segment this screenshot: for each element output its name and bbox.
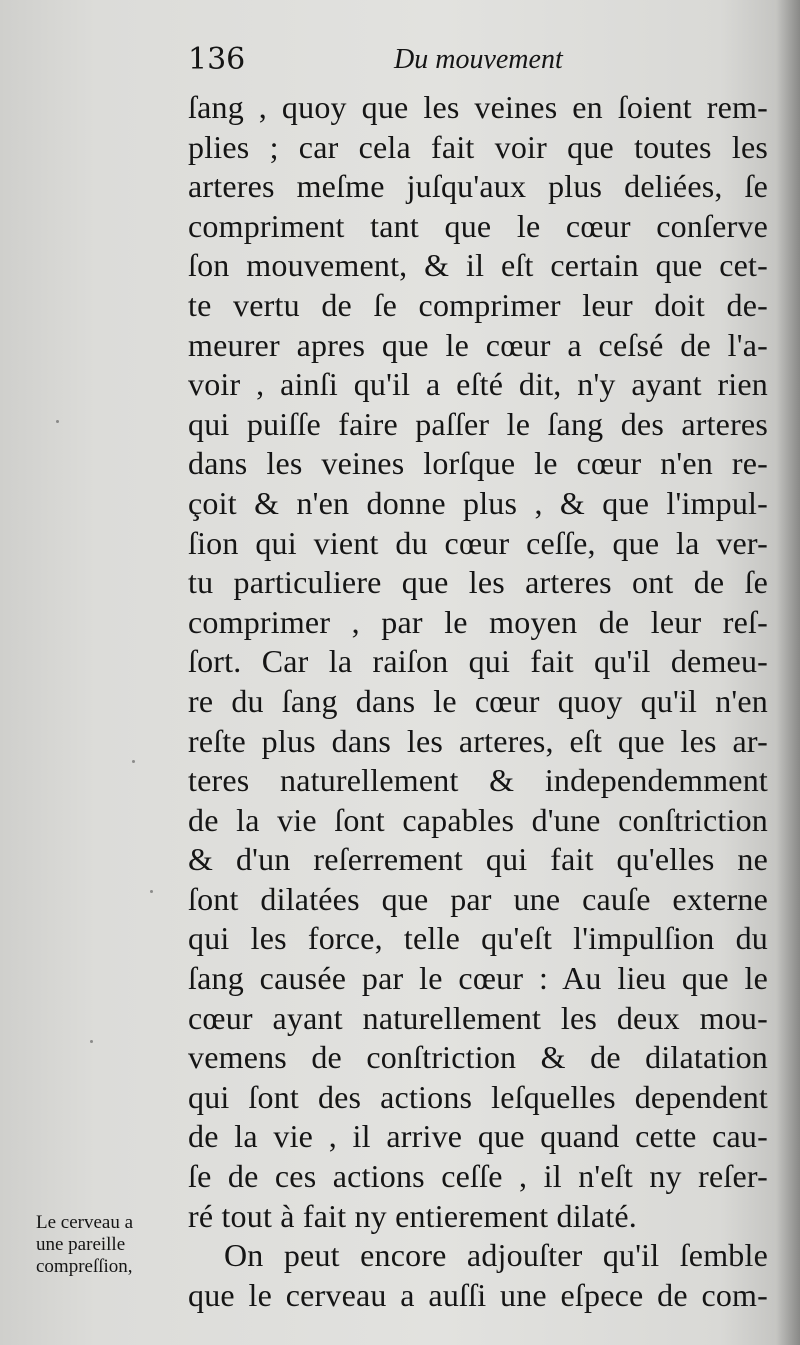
text-line: On peut encore adjouſter qu'il ſemble xyxy=(224,1237,768,1274)
text-line: çoit & n'en donne plus , & que l'impul- xyxy=(188,484,768,521)
text-line: cœur ayant naturellement les deux mou- xyxy=(188,999,768,1036)
paper-speck xyxy=(56,420,59,423)
text-line: comprimer , par le moyen de leur reſ- xyxy=(188,603,768,640)
text-line: de la vie , il arrive que quand cette cau- xyxy=(188,1118,768,1155)
text-line: vemens de conſtriction & de dilatation xyxy=(188,1039,768,1076)
text-line: ſont dilatées que par une cauſe externe xyxy=(188,880,768,917)
margin-note-line: compreſſion, xyxy=(36,1256,133,1277)
text-line: ſon mouvement, & il eſt certain que cet- xyxy=(188,247,768,284)
text-line: plies ; car cela fait voir que toutes les xyxy=(188,128,768,165)
text-line: ſe de ces actions ceſſe , il n'eſt ny reſer- xyxy=(188,1158,768,1195)
text-line: ſort. Car la raiſon qui fait qu'il demeu- xyxy=(188,643,768,680)
text-line: reſte plus dans les arteres, eſt que les ar- xyxy=(188,722,768,759)
text-line: ré tout à fait ny entierement dilaté. xyxy=(188,1197,637,1234)
margin-note xyxy=(36,1212,186,1278)
paper-speck xyxy=(90,1040,93,1043)
running-title: Du mouvement xyxy=(394,44,563,75)
margin-note-line: Le cerveau a xyxy=(36,1212,134,1233)
text-line: de la vie ſont capables d'une conſtriction xyxy=(188,801,768,838)
text-line: qui ſont des actions leſquelles dependent xyxy=(188,1078,768,1115)
paper-speck xyxy=(132,760,135,763)
text-line: te vertu de ſe comprimer leur doit de- xyxy=(188,286,768,323)
text-line: meurer apres que le cœur a ceſsé de l'a- xyxy=(188,326,768,363)
text-line: qui puiſſe faire paſſer le ſang des arteres xyxy=(188,405,768,442)
text-line: re du ſang dans le cœur quoy qu'il n'en xyxy=(188,682,768,719)
text-line: compriment tant que le cœur conſerve xyxy=(188,207,768,244)
text-line: & d'un reſerrement qui fait qu'elles ne xyxy=(188,841,768,878)
page-number: 136 xyxy=(188,42,246,77)
text-line: dans les veines lorſque le cœur n'en re- xyxy=(188,445,768,482)
margin-note-line: une pareille xyxy=(36,1234,126,1255)
text-line: tu particuliere que les arteres ont de ſe xyxy=(188,564,768,601)
text-line: voir , ainſi qu'il a eſté dit, n'y ayant rien xyxy=(188,366,768,403)
spine-shadow xyxy=(776,0,800,1345)
text-line: arteres meſme juſqu'aux plus deliées, ſe xyxy=(188,168,768,205)
running-head xyxy=(188,42,598,82)
text-line: ſang , quoy que les veines en ſoient rem- xyxy=(188,89,768,125)
text-line: teres naturellement & independemment xyxy=(188,762,768,799)
text-line: que le cerveau a auſſi une eſpece de com- xyxy=(188,1276,768,1313)
text-line: ſang causée par le cœur : Au lieu que le xyxy=(188,960,768,997)
body-text xyxy=(188,88,768,1315)
text-line: qui les force, telle qu'eſt l'impulſion du xyxy=(188,920,768,957)
text-line: ſion qui vient du cœur ceſſe, que la ver- xyxy=(188,524,768,561)
paper-speck xyxy=(150,890,153,893)
